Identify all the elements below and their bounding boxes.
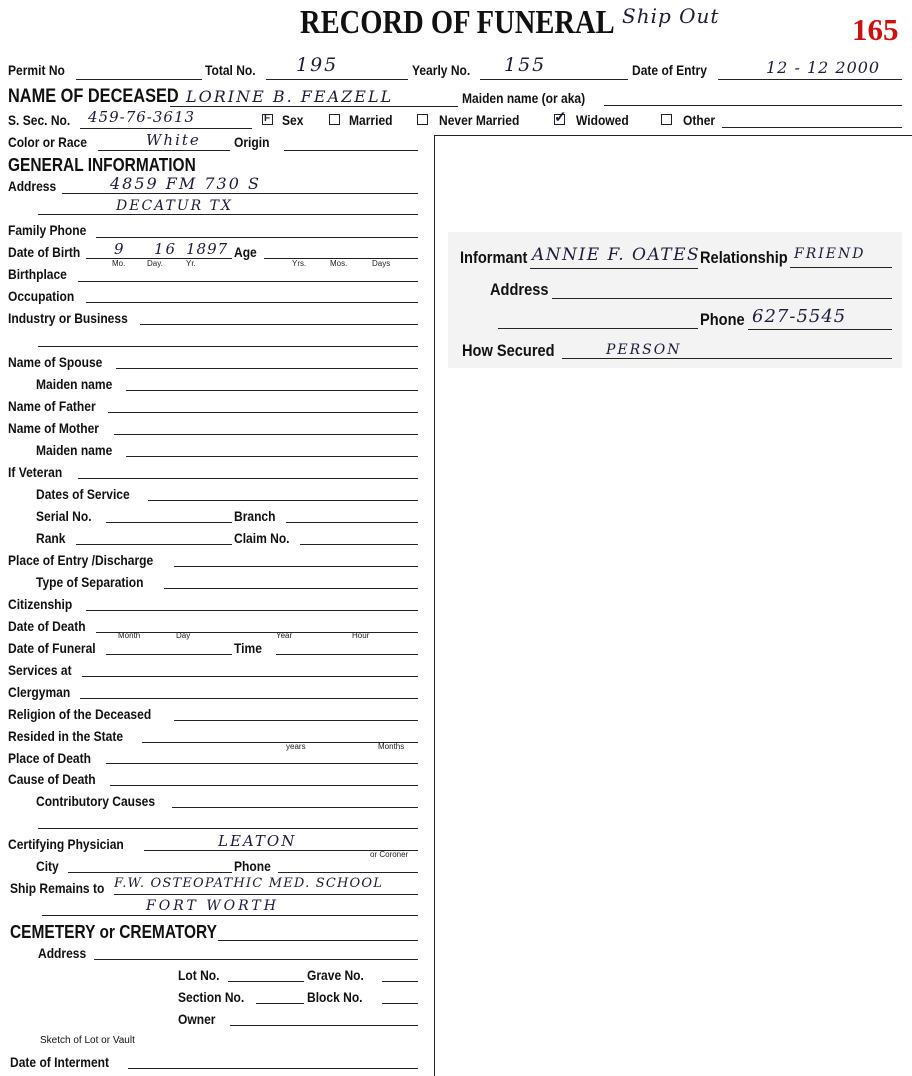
death-date-field[interactable] [96,632,418,633]
ship-value-line1: F.W. OSTEOPATHIC MED. SCHOOL [114,876,384,891]
contributory-field[interactable] [172,807,418,808]
origin-field[interactable] [284,150,418,151]
resided-field[interactable] [142,742,418,743]
time-field[interactable] [276,654,418,655]
informant-field[interactable] [530,268,698,269]
ship-field[interactable] [114,894,418,895]
place-death-field[interactable] [106,763,418,764]
owner-label: Owner [178,1011,216,1027]
dob-sub-mo: Mo. [112,259,126,268]
resided-sub-months: Months [378,742,405,751]
color-value: White [146,131,201,149]
entry-field[interactable] [718,79,902,80]
funeral-sub-month: Month [118,631,141,640]
yearly-value: 155 [504,54,547,76]
family-phone-label: Family Phone [8,222,87,238]
cemetery-heading: CEMETERY or CREMATORY [10,922,218,942]
informant-value: ANNIE F. OATES [532,245,701,265]
widowed-label: Widowed [576,112,629,128]
dob-year: 1897 [186,240,229,258]
rank-label: Rank [36,530,66,546]
informant-label: Informant [460,248,528,267]
resided-sub-years: years [286,742,306,751]
father-field[interactable] [108,412,418,413]
funeral-date-field[interactable] [106,654,232,655]
time-label: Time [234,640,262,656]
address-field[interactable] [62,193,418,194]
branch-label: Branch [234,508,276,524]
address-line1: 4859 FM 730 S [110,174,261,193]
industry-field[interactable] [140,324,418,325]
funeral-sub-year: Year [276,631,293,640]
dates-service-field[interactable] [148,500,418,501]
resided-label: Resided in the State [8,728,124,744]
mother-field[interactable] [114,434,418,435]
ship-field-2[interactable] [42,915,418,916]
maiden-field[interactable] [604,105,902,106]
owner-field[interactable] [230,1025,418,1026]
ship-label: Ship Remains to [10,880,105,896]
services-field[interactable] [82,676,418,677]
spouse-maiden-field[interactable] [126,390,418,391]
entry-label: Date of Entry [632,62,707,78]
total-label: Total No. [205,62,256,78]
general-heading: GENERAL INFORMATION [8,155,196,175]
dob-day: 16 [154,240,178,258]
maiden-label: Maiden name (or aka) [462,90,586,106]
occupation-field[interactable] [86,302,418,303]
section-label: Section No. [178,989,245,1005]
cause-field[interactable] [110,785,418,786]
never-married-label: Never Married [439,112,520,128]
occupation-label: Occupation [8,288,75,304]
dob-sub-yr: Yr. [186,259,196,268]
lot-field[interactable] [228,981,304,982]
separation-field[interactable] [164,588,418,589]
spouse-label: Name of Spouse [8,354,103,370]
sex-check-mark: F [264,113,271,124]
address-field-2[interactable] [38,214,418,215]
entry-value: 12 - 12 2000 [766,58,881,77]
relationship-label: Relationship [700,248,788,267]
total-field[interactable] [266,79,408,80]
industry-field-2[interactable] [38,346,418,347]
widowed-check-mark: ✓ [554,109,567,126]
section-field[interactable] [256,1003,304,1004]
married-label: Married [349,112,393,128]
address-label: Address [8,178,57,194]
secured-label: How Secured [462,341,555,360]
informant-phone-label: Phone [700,310,745,329]
record-number: 165 [852,12,899,47]
permit-label: Permit No [8,62,65,78]
entry-discharge-label: Place of Entry /Discharge [8,552,154,568]
cemetery-address-label: Address [38,945,87,961]
form-title: RECORD OF FUNERAL [300,4,615,41]
age-sub-mos: Mos. [330,259,348,268]
claim-field[interactable] [300,544,418,545]
age-sub-days: Days [372,259,391,268]
industry-label: Industry or Business [8,310,128,326]
never-married-checkbox[interactable] [417,114,428,125]
informant-phone-field[interactable] [748,329,892,330]
other-checkbox[interactable] [661,114,672,125]
cemetery-field[interactable] [218,940,418,941]
citizenship-label: Citizenship [8,596,73,612]
claim-label: Claim No. [234,530,290,546]
rank-field[interactable] [76,544,232,545]
color-field[interactable] [98,150,230,151]
informant-address-field[interactable] [552,298,892,299]
mother-label: Name of Mother [8,420,99,436]
services-label: Services at [8,662,72,678]
citizenship-field[interactable] [86,610,418,611]
informant-phone-value: 627-5545 [752,306,847,327]
married-checkbox[interactable] [329,114,340,125]
clergyman-label: Clergyman [8,684,71,700]
lot-label: Lot No. [178,967,220,983]
funeral-date-label: Date of Funeral [8,640,96,656]
name-value: LORINE B. FEAZELL [186,87,394,106]
relationship-value: FRIEND [794,246,866,262]
total-value: 195 [296,54,339,76]
permit-field[interactable] [76,79,202,80]
death-date-label: Date of Death [8,618,86,634]
origin-label: Origin [234,134,270,150]
age-label: Age [234,244,257,260]
funeral-sub-day: Day [176,631,191,640]
physician-label: Certifying Physician [8,836,124,852]
coroner-label: or Coroner [370,850,409,859]
birthplace-label: Birthplace [8,266,67,282]
ssn-value: 459-76-3613 [88,108,196,126]
sketch-label: Sketch of Lot or Vault [40,1035,135,1046]
ssn-field[interactable] [80,128,252,129]
religion-label: Religion of the Deceased [8,706,152,722]
other-field[interactable] [722,127,902,128]
ship-value-line2: FORT WORTH [146,898,279,914]
mother-maiden-field[interactable] [126,456,418,457]
block-label: Block No. [307,989,363,1005]
birthplace-field[interactable] [78,281,418,282]
branch-field[interactable] [286,522,418,523]
mother-maiden-label: Maiden name [36,442,113,458]
physician-value: LEATON [218,832,297,850]
sex-label: Sex [282,112,304,128]
address-line2: DECATUR TX [116,198,233,214]
contributory-label: Contributory Causes [36,793,156,809]
secured-field[interactable] [562,358,892,359]
contributory-field-2[interactable] [38,828,418,829]
dob-sub-day: Day. [147,259,163,268]
veteran-label: If Veteran [8,464,63,480]
place-death-label: Place of Death [8,750,91,766]
city-label: City [36,858,59,874]
father-label: Name of Father [8,398,96,414]
ssn-label: S. Sec. No. [8,112,71,128]
religion-field[interactable] [174,720,418,721]
secured-value: PERSON [606,342,682,358]
family-phone-field[interactable] [96,237,418,238]
title-annotation: Ship Out [622,4,720,28]
yearly-label: Yearly No. [412,62,471,78]
relationship-field[interactable] [790,267,892,268]
age-sub-yrs: Yrs. [292,259,307,268]
serial-field[interactable] [106,522,232,523]
clergyman-field[interactable] [80,698,418,699]
dob-label: Date of Birth [8,244,81,260]
cemetery-address-field[interactable] [94,959,418,960]
spouse-maiden-label: Maiden name [36,376,113,392]
physician-phone-field[interactable] [278,872,418,873]
spouse-field[interactable] [116,368,418,369]
city-field[interactable] [68,872,232,873]
color-label: Color or Race [8,134,87,150]
cause-label: Cause of Death [8,771,96,787]
name-label: NAME OF DECEASED [8,86,179,107]
other-label: Other [683,112,716,128]
separation-label: Type of Separation [36,574,144,590]
informant-address-field-2[interactable] [498,328,698,329]
serial-label: Serial No. [36,508,92,524]
funeral-sub-hour: Hour [352,631,370,640]
block-field[interactable] [382,1003,418,1004]
name-field[interactable] [170,106,458,107]
dates-service-label: Dates of Service [36,486,130,502]
yearly-field[interactable] [480,79,628,80]
informant-address-label: Address [490,280,549,299]
interment-label: Date of Interment [10,1054,110,1070]
physician-phone-label: Phone [234,858,271,874]
entry-discharge-field[interactable] [174,566,418,567]
veteran-field[interactable] [78,478,418,479]
grave-label: Grave No. [307,967,364,983]
dob-month: 9 [114,240,126,258]
grave-field[interactable] [382,981,418,982]
